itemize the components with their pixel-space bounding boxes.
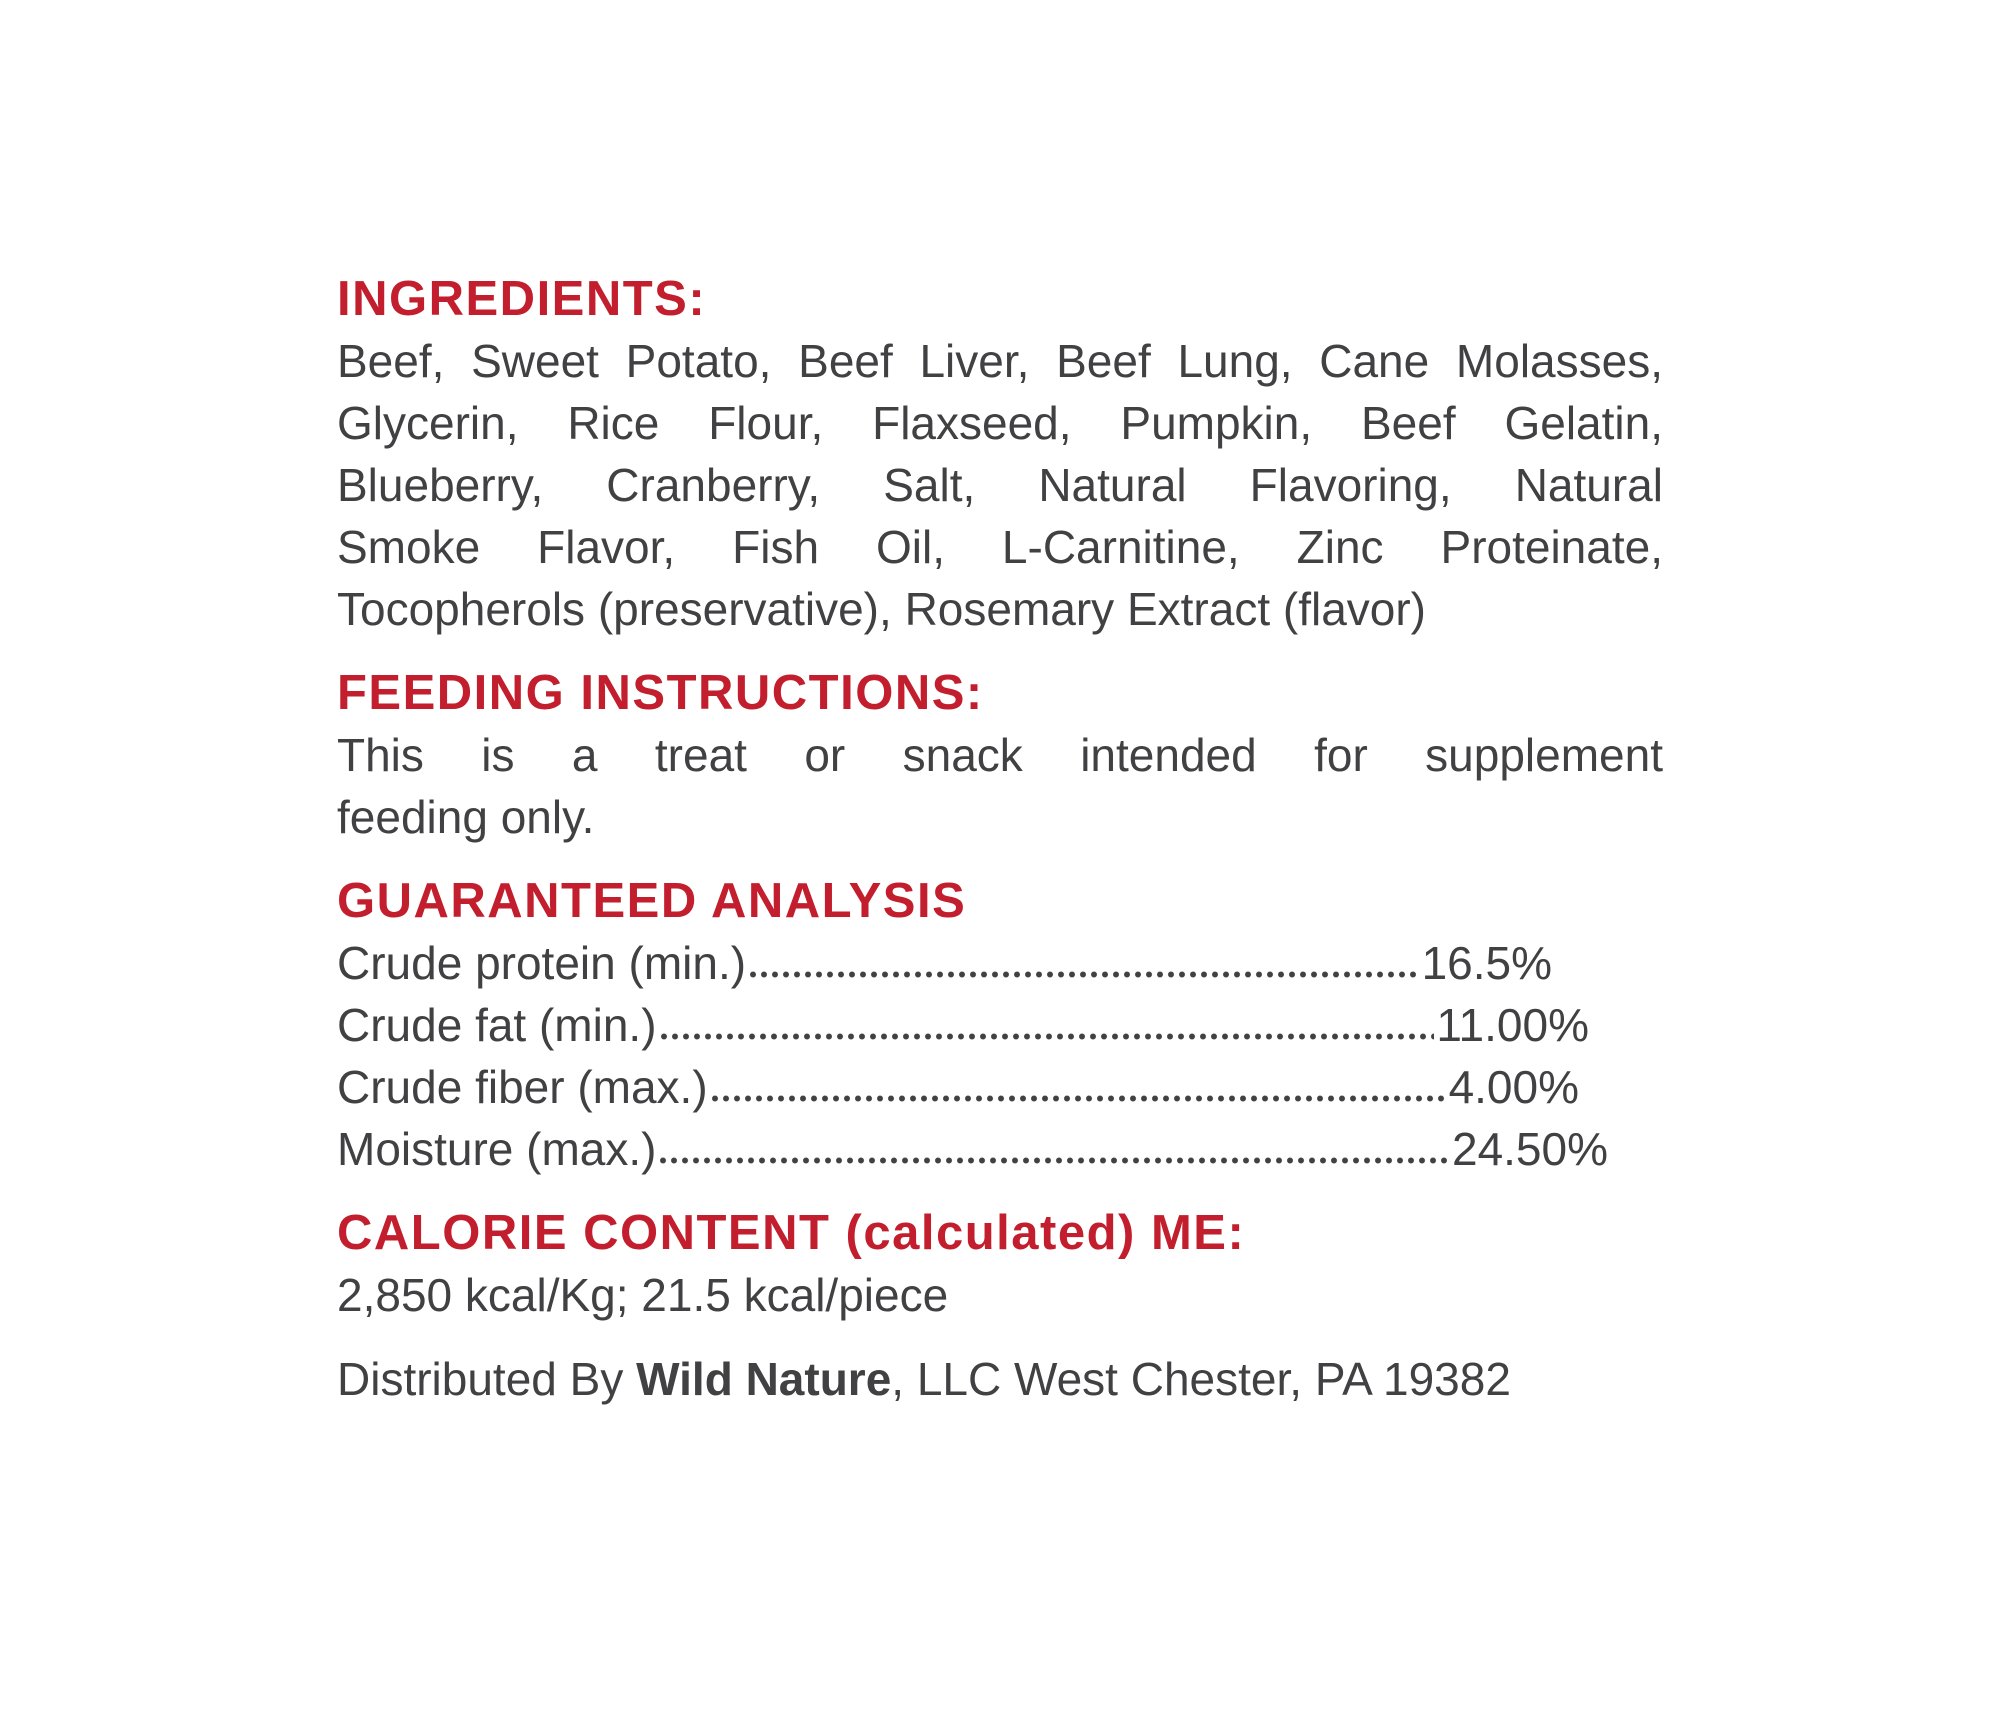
analysis-row-crude-protein [337,932,1552,994]
calorie-content-value: 2,850 kcal/Kg; 21.5 kcal/piece [337,1269,949,1321]
distributor-line [337,1348,1663,1410]
analysis-value: 4.00% [1448,1061,1579,1113]
calorie-content-section [337,1202,1663,1326]
feeding-instructions-line: This is a treat or snack intended for supplement [337,729,1663,781]
ingredients-line: Beef, Sweet Potato, Beef Liver, Beef Lung, Cane Molasses, [337,335,1663,387]
analysis-row-moisture [337,1118,1608,1180]
analysis-row-crude-fiber [337,1056,1579,1118]
dot-leader [661,1033,1435,1040]
analysis-row-crude-fat [337,994,1589,1056]
ingredients-line: Smoke Flavor, Fish Oil, L-Carnitine, Zinc Proteinate, [337,521,1663,573]
distributor-brand: Wild Nature [636,1353,892,1405]
feeding-instructions-line: feeding only. [337,791,595,843]
analysis-label: Crude fat (min.) [337,999,657,1051]
ingredients-line: Blueberry, Cranberry, Salt, Natural Flavoring, Natural [337,459,1663,511]
analysis-value: 11.00% [1436,999,1589,1051]
dot-leader [712,1095,1447,1102]
dot-leader [750,971,1420,978]
feeding-instructions-heading: FEEDING INSTRUCTIONS: [337,666,984,720]
distributor-suffix: , LLC West Chester, PA 19382 [891,1353,1511,1405]
guaranteed-analysis-heading: GUARANTEED ANALYSIS [337,874,967,928]
calorie-content-heading: CALORIE CONTENT (calculated) ME: [337,1206,1246,1260]
ingredients-heading: INGREDIENTS: [337,272,707,326]
ingredients-line: Tocopherols (preservative), Rosemary Extract (flavor) [337,583,1426,635]
analysis-value: 16.5% [1421,937,1552,989]
analysis-value: 24.50% [1451,1123,1608,1175]
analysis-label: Crude fiber (max.) [337,1061,708,1113]
analysis-label: Moisture (max.) [337,1123,657,1175]
guaranteed-analysis-section [337,870,1663,1180]
ingredients-line: Glycerin, Rice Flour, Flaxseed, Pumpkin, Beef Gelatin, [337,397,1663,449]
nutrition-label [337,268,1663,1410]
ingredients-section [337,268,1663,640]
analysis-label: Crude protein (min.) [337,937,747,989]
feeding-instructions-section [337,662,1663,848]
dot-leader [660,1157,1450,1164]
distributor-prefix: Distributed By [337,1353,637,1405]
